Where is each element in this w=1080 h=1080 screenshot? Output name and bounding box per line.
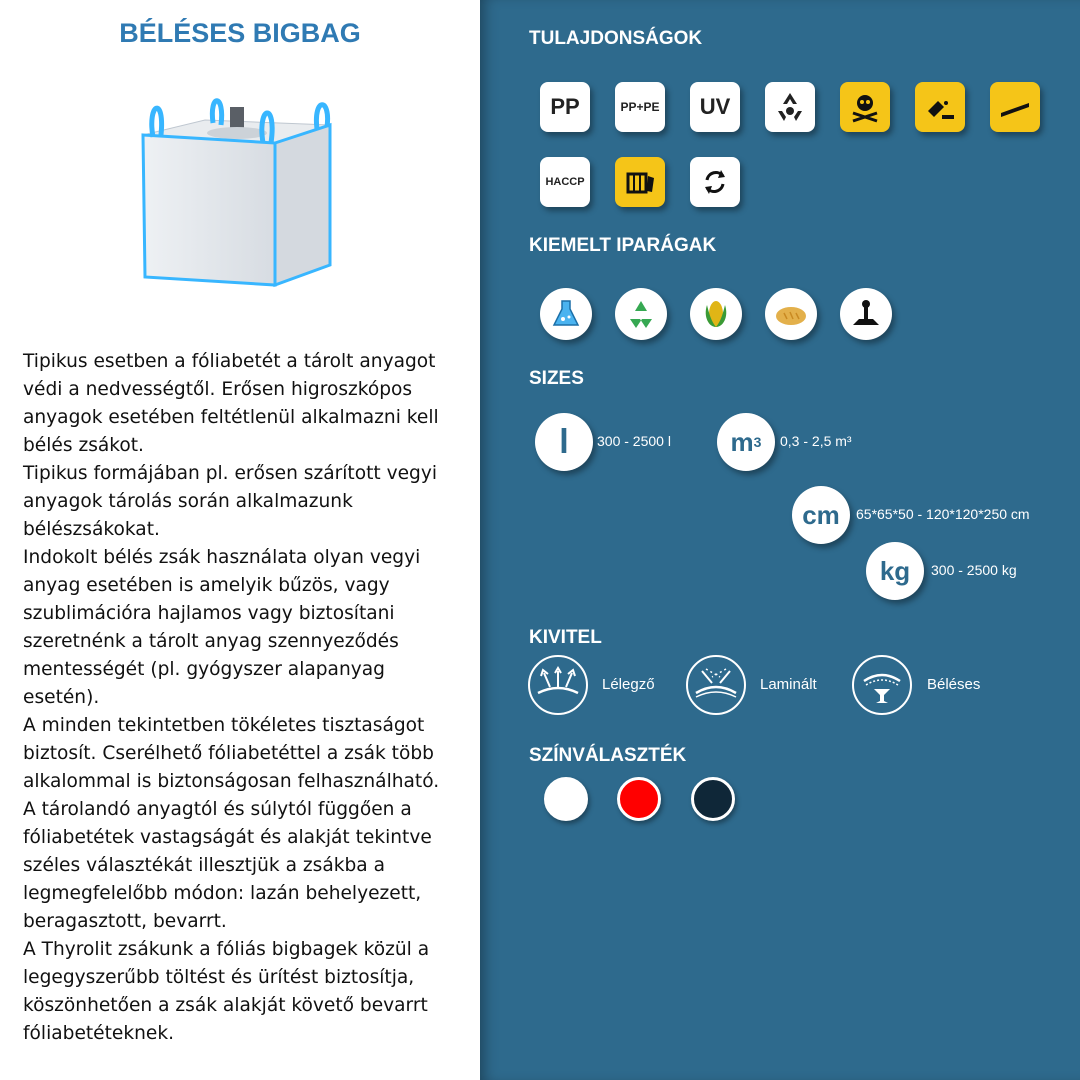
agriculture-icon bbox=[690, 288, 742, 340]
recycle-icon bbox=[765, 82, 815, 132]
description-paragraph: Indokolt bélés zsák használata olyan vegyi anyag esetében is amelyik bűzös, vagy szublimációra hajlamos vagy biztosítani szeretnénk a tárolt anyag szennyeződés mentességét (pl. gyógyszer alapanyag esetén). bbox=[23, 547, 421, 708]
color-swatch-red[interactable] bbox=[617, 777, 661, 821]
description-paragraph: A tárolandó anyagtól és súlytól függően a fóliabetétek vastagságát és alakját tekintve széles választékát illesztjük a zsákba a legmegfelelőbb módon: lazán behelyezett, beragasztott, bevarrt. bbox=[23, 799, 432, 932]
product-description bbox=[23, 348, 463, 1048]
haccp-icon: HACCP bbox=[540, 157, 590, 207]
uv-icon: UV bbox=[690, 82, 740, 132]
cubic-sup: 3 bbox=[753, 434, 762, 450]
lined-label: Béléses bbox=[927, 676, 981, 693]
description-paragraph: A Thyrolit zsákunk a fóliás bigbagek közül a legegyszerűbb töltést és ürítést biztosítja, köszönhetően a zsák alakját követő bevarrt fóliabetéteknek. bbox=[23, 939, 430, 1044]
properties-heading: TULAJDONSÁGOK bbox=[529, 28, 703, 49]
bakery-icon bbox=[765, 288, 817, 340]
chemistry-icon bbox=[540, 288, 592, 340]
lined-icon bbox=[852, 655, 912, 715]
colors-heading: SZÍNVÁLASZTÉK bbox=[529, 745, 687, 766]
construction-icon bbox=[840, 288, 892, 340]
color-swatch-white[interactable] bbox=[544, 777, 588, 821]
dimensions-icon: cm bbox=[792, 486, 850, 544]
slope-icon bbox=[990, 82, 1040, 132]
dimensions-value: 65*65*50 - 120*120*250 cm bbox=[856, 506, 1030, 522]
corrosive-icon bbox=[915, 82, 965, 132]
cubic-value: 0,3 - 2,5 m³ bbox=[780, 433, 852, 449]
weight-icon: kg bbox=[866, 542, 924, 600]
color-swatch-dark[interactable] bbox=[691, 777, 735, 821]
volume-icon: l bbox=[535, 413, 593, 471]
industries-heading: KIEMELT IPARÁGAK bbox=[529, 235, 717, 256]
sizes-heading: SIZES bbox=[529, 368, 584, 389]
specs-panel bbox=[480, 0, 1080, 1080]
reuse-icon bbox=[690, 157, 740, 207]
toxic-icon bbox=[840, 82, 890, 132]
cubic-icon bbox=[717, 413, 775, 471]
description-paragraph: Tipikus formájában pl. erősen szárított vegyi anyagok tárolás során alkalmazunk bélészsákokat. bbox=[23, 463, 437, 540]
stack-icon bbox=[615, 157, 665, 207]
breathable-icon bbox=[528, 655, 588, 715]
weight-value: 300 - 2500 kg bbox=[931, 562, 1017, 578]
breathable-label: Lélegző bbox=[602, 676, 655, 693]
volume-value: 300 - 2500 l bbox=[597, 433, 671, 449]
laminated-label: Laminált bbox=[760, 676, 817, 693]
design-heading: KIVITEL bbox=[529, 627, 602, 648]
laminated-icon bbox=[686, 655, 746, 715]
description-paragraph: A minden tekintetben tökéletes tisztaságot biztosít. Cserélhető fóliabetéttel a zsák több alkalommal is biztonságosan felhasználható. bbox=[23, 715, 440, 792]
page-title: BÉLÉSES BIGBAG bbox=[119, 18, 361, 48]
pp-pe-icon: PP+PE bbox=[615, 82, 665, 132]
bigbag-image bbox=[135, 95, 340, 305]
cubic-unit: m bbox=[730, 426, 754, 457]
description-paragraph: Tipikus esetben a fóliabetét a tárolt anyagot védi a nedvességtől. Erősen higroszkópos anyagok esetében feltétlenül alkalmazni kell bélés zsákot. bbox=[23, 351, 439, 456]
recycling-icon bbox=[615, 288, 667, 340]
pp-icon: PP bbox=[540, 82, 590, 132]
product-panel bbox=[0, 0, 480, 1080]
